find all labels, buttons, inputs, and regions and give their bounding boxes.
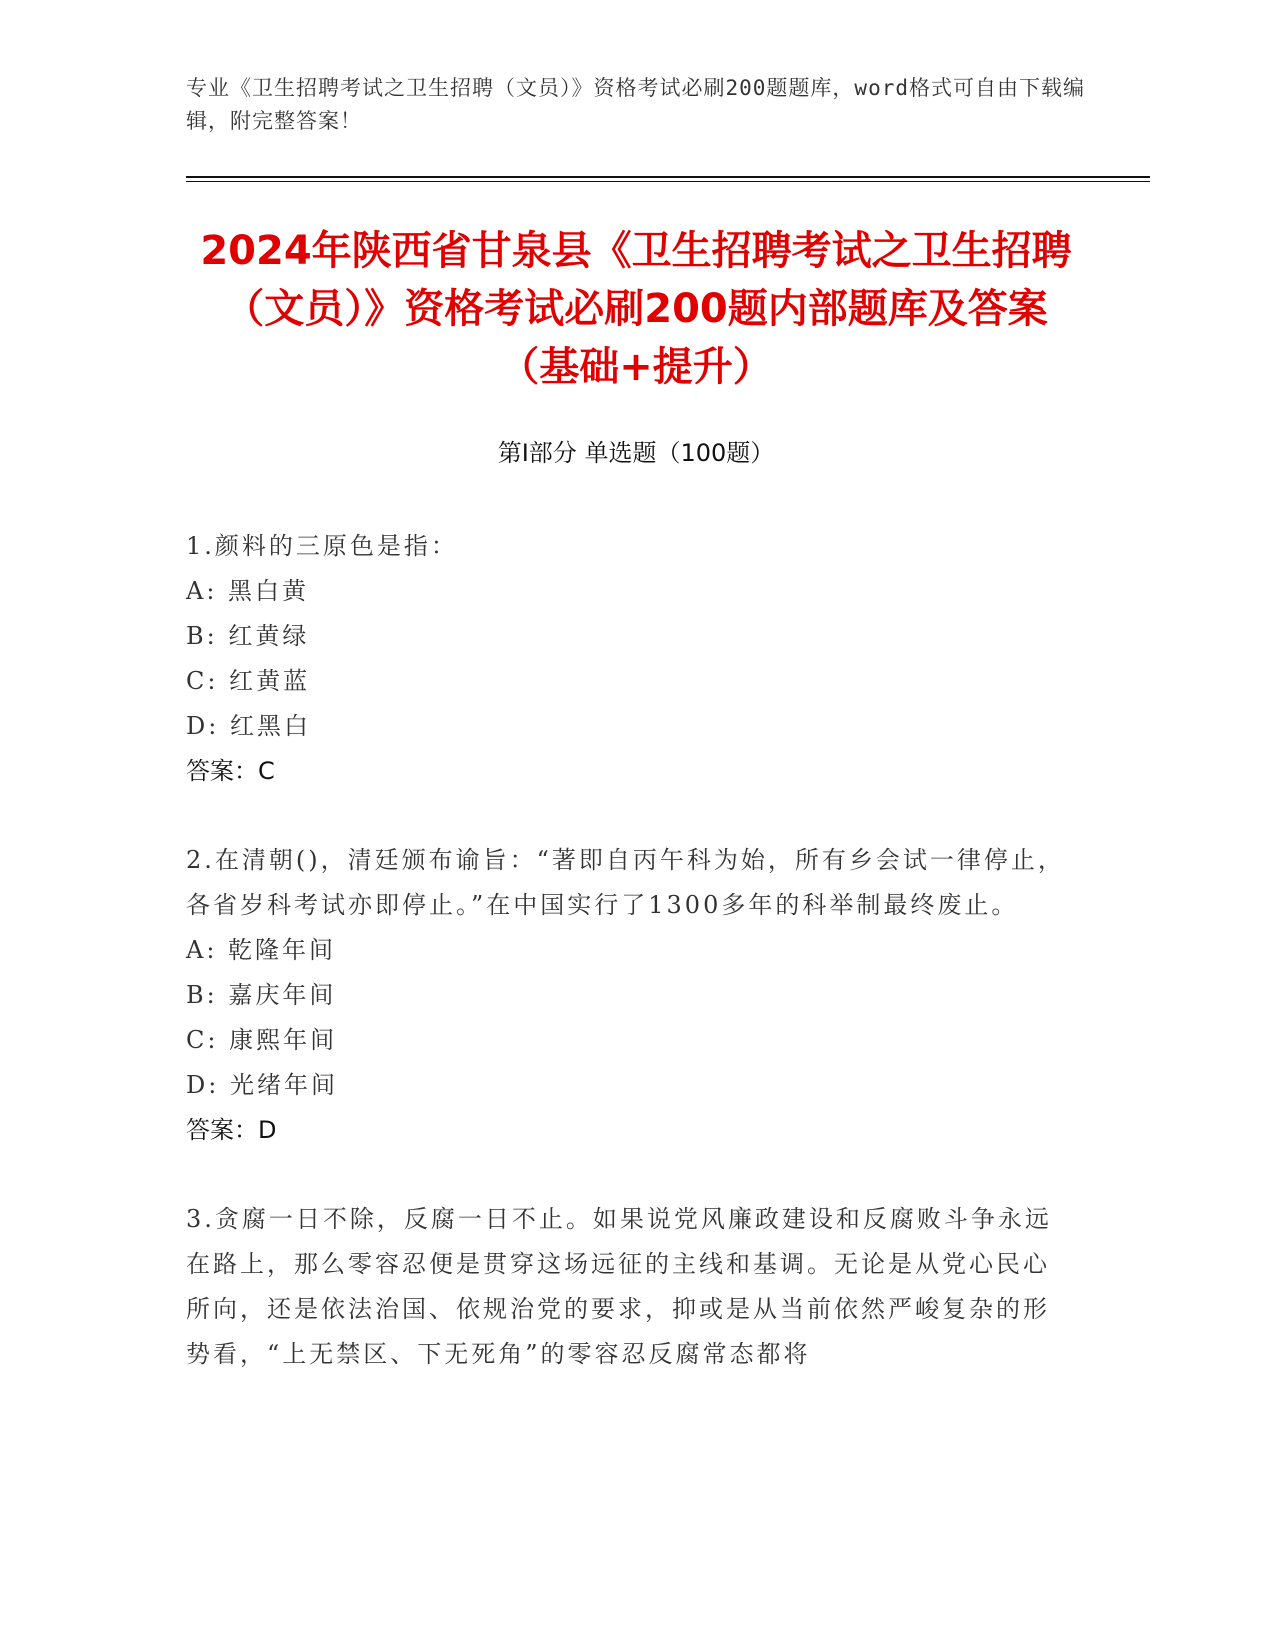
option-c: C: 康熙年间 — [186, 1026, 338, 1054]
option-a: A: 乾隆年间 — [186, 936, 337, 964]
question-stem: 2.在清朝()，清廷颁布谕旨：“著即自丙午科为始，所有乡会试一律停止，各省岁科考试亦即停止。”在中国实行了1300多年的科举制最终废止。 — [186, 846, 1065, 919]
question-stem: 3.贪腐一日不除，反腐一日不止。如果说党风廉政建设和反腐败斗争永远在路上，那么零容忍便是贯穿这场远征的主线和基调。无论是从党心民心所向，还是依法治国、依规治党的要求，抑或是从当前依然严峻复杂的形势看，“上无禁区、下无死角”的零容忍反腐常态都将 — [186, 1205, 1052, 1368]
option-d: D: 光绪年间 — [186, 1071, 338, 1099]
option-a: A: 黑白黄 — [186, 577, 310, 605]
question-1 — [186, 524, 1076, 794]
document-title: 2024年陕西省甘泉县《卫生招聘考试之卫生招聘（文员）》资格考试必刷200题内部题库及答案（基础+提升） — [200, 228, 1072, 390]
header-note: 专业《卫生招聘考试之卫生招聘（文员）》资格考试必刷200题题库，word格式可自由下载编辑，附完整答案！ — [186, 76, 1085, 133]
header-divider-thin — [186, 181, 1150, 182]
option-b: B: 红黄绿 — [186, 622, 310, 650]
header-divider-thick — [186, 176, 1150, 178]
answer: 答案：D — [186, 1116, 277, 1144]
question-3 — [186, 1197, 1076, 1377]
option-d: D: 红黑白 — [186, 712, 311, 740]
answer: 答案：C — [186, 757, 275, 785]
question-stem: 1.颜料的三原色是指： — [186, 532, 458, 560]
option-b: B: 嘉庆年间 — [186, 981, 337, 1009]
option-c: C: 红黄蓝 — [186, 667, 311, 695]
question-list — [186, 524, 1076, 1421]
question-2 — [186, 838, 1076, 1153]
section-heading: 第Ⅰ部分 单选题（100题） — [497, 439, 775, 467]
